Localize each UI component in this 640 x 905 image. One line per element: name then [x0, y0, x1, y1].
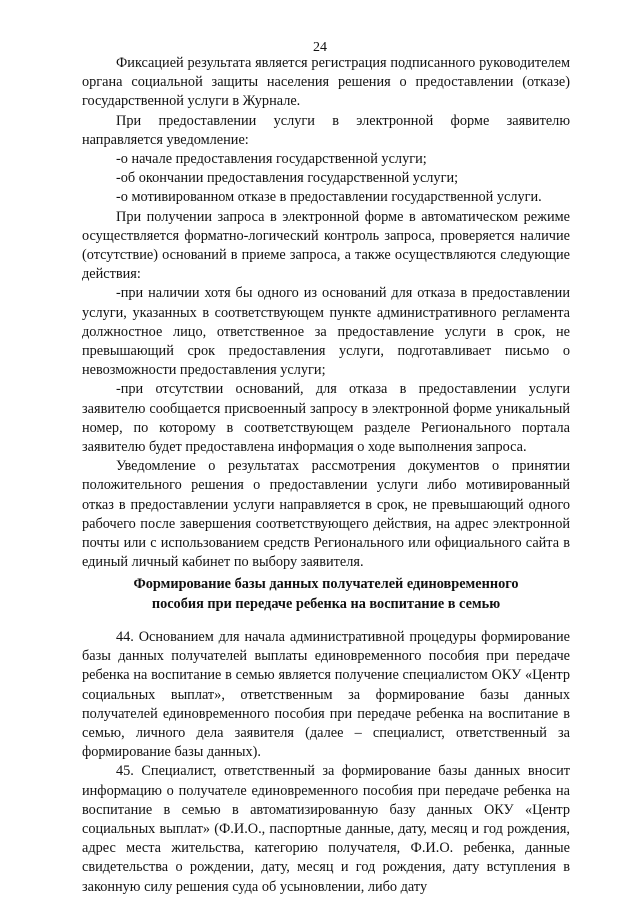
list-item-refusal-grounds: -при наличии хотя бы одного из оснований для отказа в предоставлении услуги, указанных в соответствующем пункте административного регламента должностное лицо, ответственное за предоставление услуги в срок, не превышающий срок предоставления услуги, подготавливает письмо о невозможности предоставления услуги;: [82, 285, 570, 379]
paragraph-registration-result: Фиксацией результата является регистрация подписанного руководителем органа социальной защиты населения решения о предоставлении (отказе) государственной услуги в Журнале.: [82, 55, 570, 110]
paragraph-results-notification: Уведомление о результатах рассмотрения документов о принятии положительного решения о предоставлении услуги либо мотивированный отказ в предоставлении услуги направляется в срок, не превышающий одного рабочего после завершения соответствующего действия, на адрес электронной почты или с использованием средств Регионального или официального сайта в единый личный кабинет по выбору заявителя.: [82, 458, 570, 571]
list-item-end-notice: -об окончании предоставления государственной услуги;: [116, 170, 459, 187]
page-number: 24: [313, 40, 327, 55]
paragraph-45: 45. Специалист, ответственный за формирование базы данных вносит информацию о получателе единовременного пособия при передаче ребенка на воспитание в семью в автоматизированную базу данных ОКУ «Центр социальных выплат» (Ф.И.О., паспортные данные, дату, месяц и год рождения, адрес места жительства, категорию получателя, Ф.И.О. ребенка, данные свидетельства о рождении, дату, месяц и год рождения, дату вступления в законную силу решения суда об усыновлении, либо дату: [82, 763, 570, 895]
paragraph-electronic-notification: При предоставлении услуги в электронной форме заявителю направляется уведомление:: [82, 112, 570, 148]
section-heading-line-1: Формирование базы данных получателей единовременного: [133, 576, 519, 592]
paragraph-44: 44. Основанием для начала административной процедуры формирование базы данных получателей выплаты единовременного пособия при передаче ребенка на воспитание в семью является получение специалистом ОКУ «Центр социальных выплат», ответственным за формирование базы данных получателей единовременного пособия при передаче ребенка на воспитание в семью, личного дела заявителя (далее – специалист, ответственный за формирование базы данных).: [82, 629, 570, 761]
list-item-refusal-notice: -о мотивированном отказе в предоставлении государственной услуги.: [116, 189, 542, 206]
section-1-body: [82, 54, 570, 572]
list-item-start-notice: -о начале предоставления государственной услуги;: [116, 151, 427, 168]
section-heading-line-2: пособия при передаче ребенка на воспитание в семью: [151, 595, 501, 612]
list-item-no-refusal-grounds: -при отсутствии оснований, для отказа в предоставлении услуги заявителю сообщается присвоенный запросу в электронной форме уникальный номер, по которому в соответствующем разделе Регионального портала заявителю будет предоставлена информация о ходе выполнения запроса.: [82, 381, 570, 456]
section-heading: [82, 575, 570, 614]
section-2-body: [82, 628, 570, 897]
paragraph-electronic-request: При получении запроса в электронной форме в автоматическом режиме осуществляется форматно-логический контроль запроса, проверяется наличие (отсутствие) оснований в приеме запроса, а также осуществляются следующие действия:: [82, 208, 570, 283]
